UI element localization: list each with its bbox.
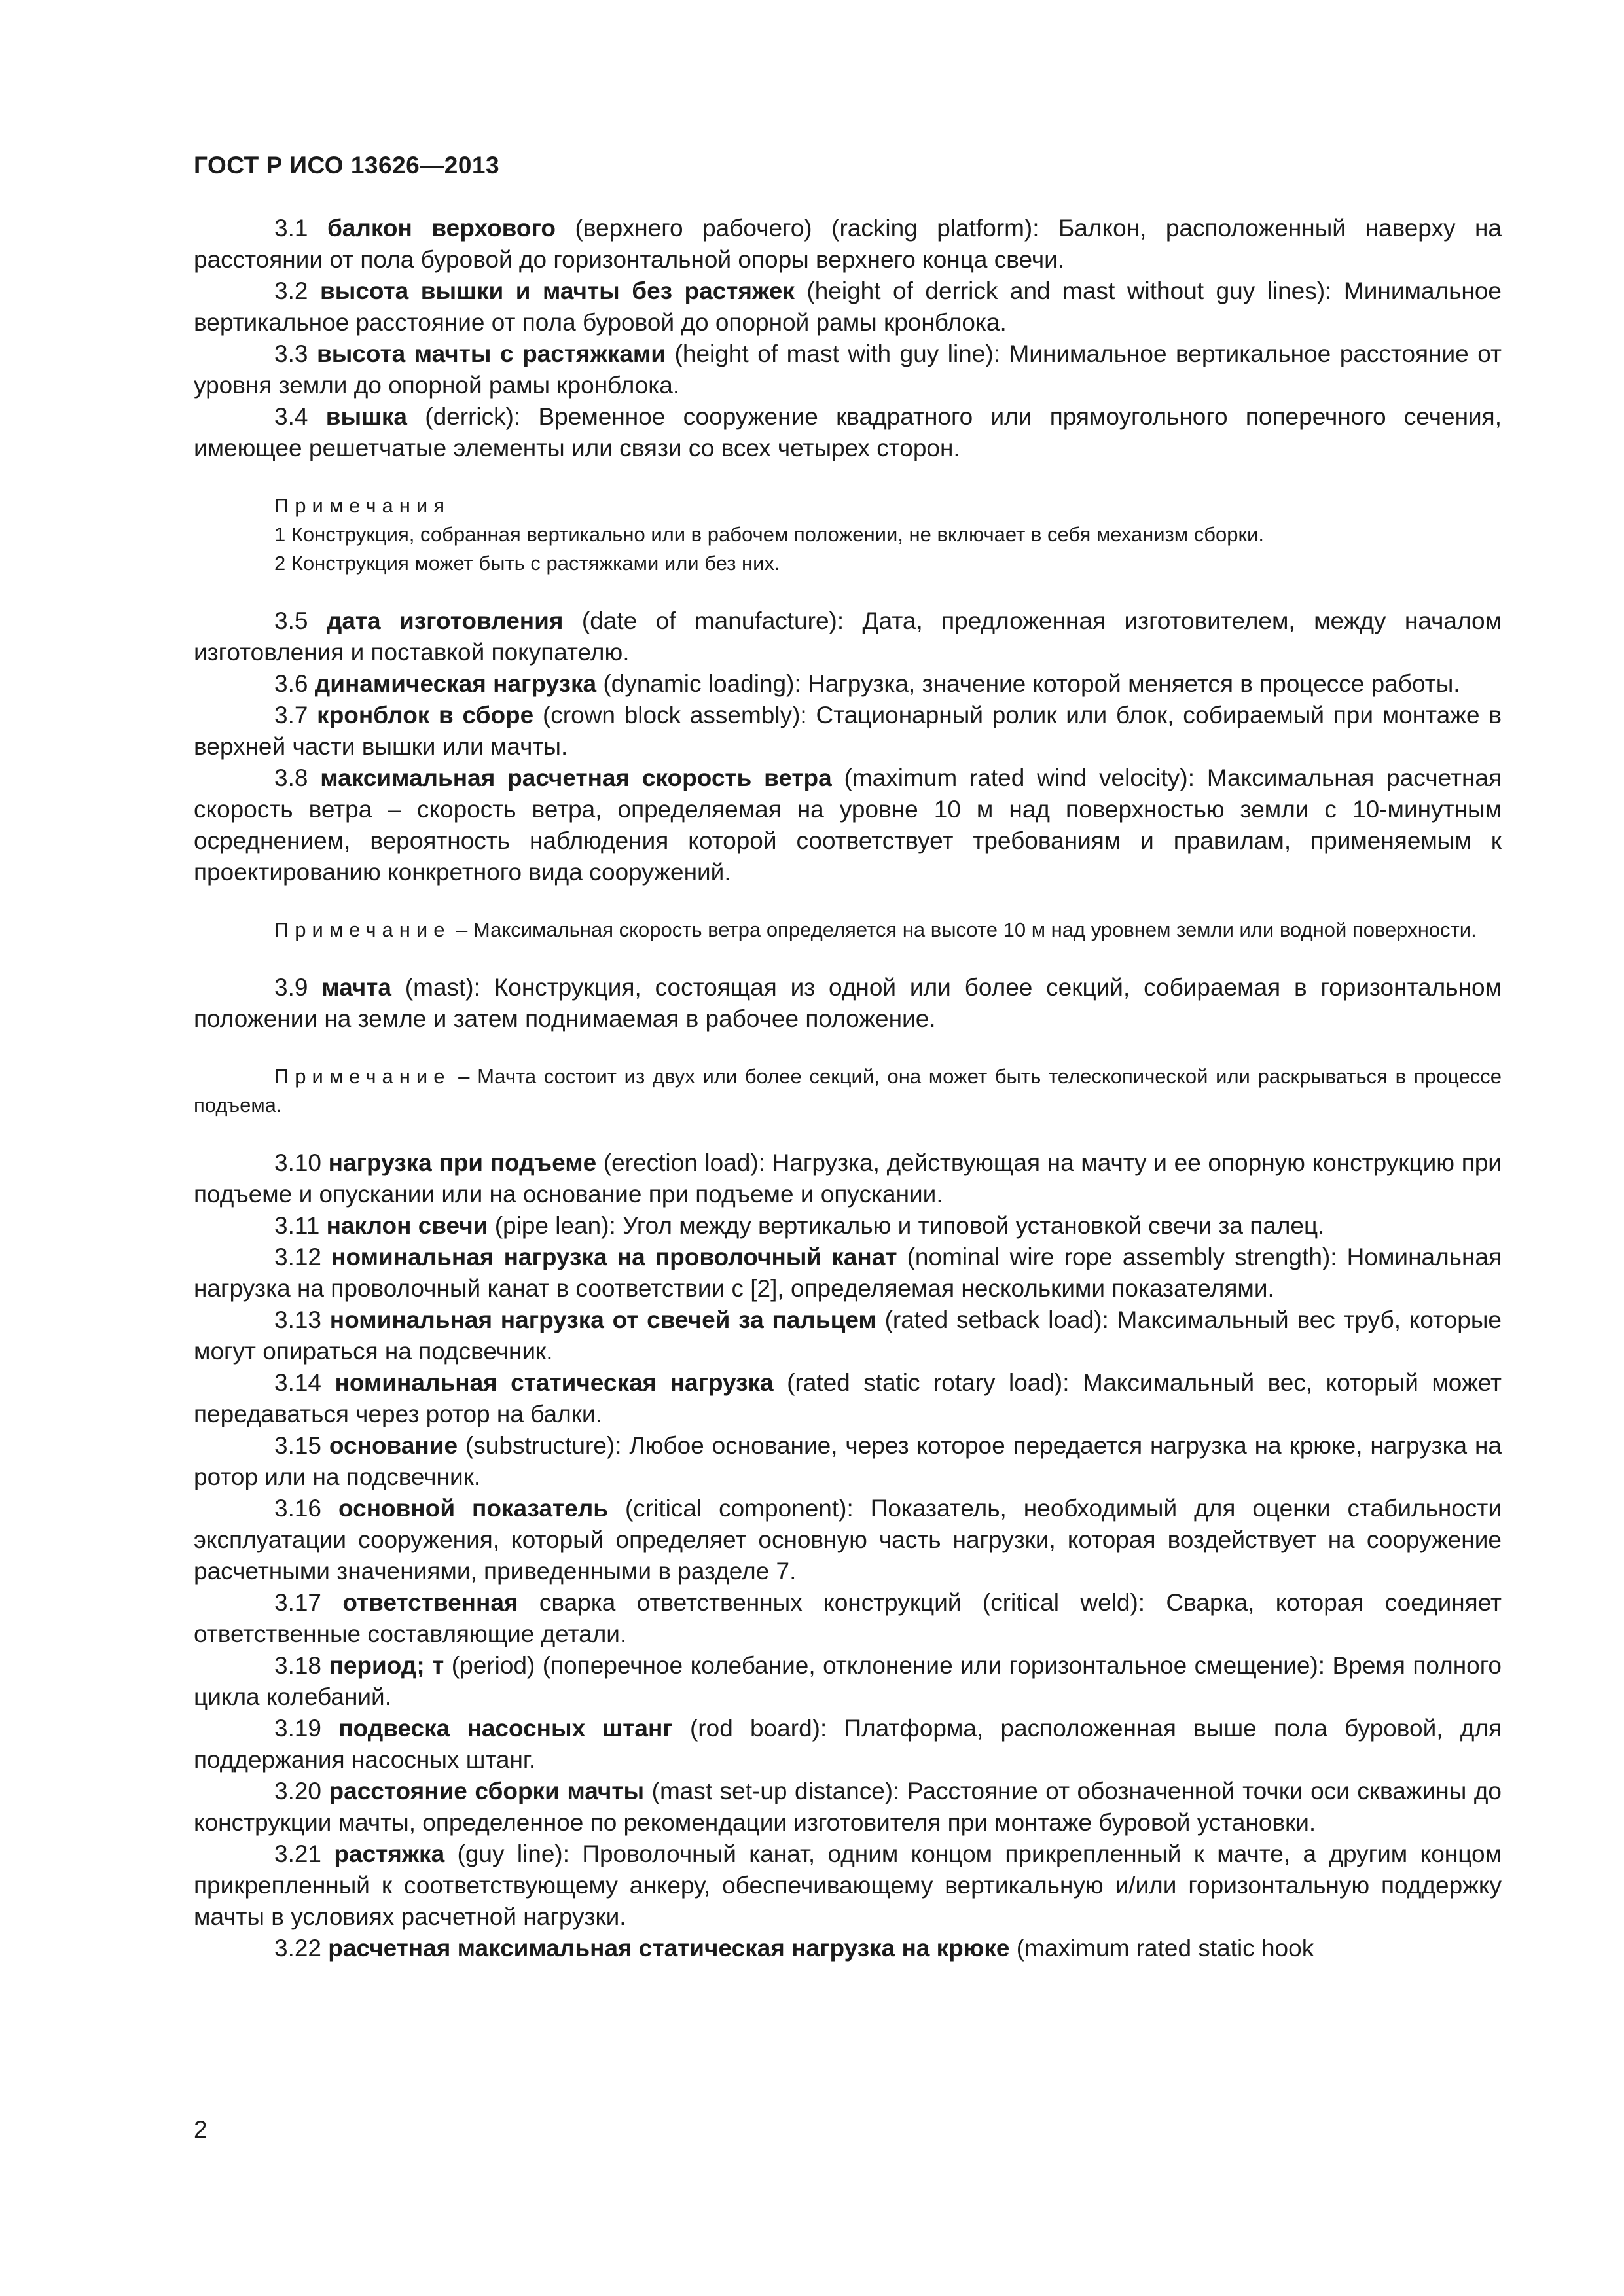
term: основной показатель [338,1495,608,1522]
term: номинальная нагрузка от свечей за пальцем [329,1306,876,1333]
definitions-group-4 [194,1147,1502,1964]
page-number: 2 [194,2116,208,2143]
definition-3-9: 3.9 мачта (mast): Конструкция, состоящая из одной или более секций, собираемая в горизонтальном положении на земле и затем поднимаемая в рабочее положение. [194,974,1502,1032]
term: период; т [329,1652,444,1679]
definition-3-12: 3.12 номинальная нагрузка на проволочный канат (nominal wire rope assembly strength): Номинальная нагрузка на проволочный канат в соответствии с [2], определяемая несколькими показателями. [194,1244,1502,1302]
definition-3-6: 3.6 динамическая нагрузка (dynamic loading): Нагрузка, значение которой меняется в процессе работы. [274,670,1460,697]
term: подвеска насосных штанг [338,1715,673,1742]
definition-3-18: 3.18 период; т (period) (поперечное колебание, отклонение или горизонтальное смещение): Время полного цикла колебаний. [194,1652,1502,1710]
note-label: Примечание [274,1065,451,1088]
term: высота мачты с растяжками [316,340,666,367]
term: максимальная расчетная скорость ветра [320,764,832,791]
term: номинальная статическая нагрузка [334,1369,774,1396]
note-item: 2 Конструкция может быть с растяжками или без них. [274,552,780,575]
definition-3-17: 3.17 ответственная сварка ответственных конструкций (critical weld): Сварка, которая соединяет ответственные составляющие детали. [194,1589,1502,1647]
definition-3-14: 3.14 номинальная статическая нагрузка (rated static rotary load): Максимальный вес, который может передаваться через ротор на балки. [194,1369,1502,1427]
definition-3-1: 3.1 балкон верхового (верхнего рабочего) (racking platform): Балкон, расположенный наверху на расстоянии от пола буровой до горизонтальной опоры верхнего конца свечи. [194,215,1502,273]
note-label: Примечание [274,918,451,941]
note-block-3: Примечание – Мачта состоит из двух или более секций, она может быть телескопической или раскрываться в процессе подъема. [194,1065,1502,1117]
term: дата изготовления [326,607,564,634]
term: расстояние сборки мачты [329,1778,645,1804]
term: ответственная [342,1589,518,1616]
note-item: 1 Конструкция, собранная вертикально или в рабочем положении, не включает в себя механизм сборки. [274,523,1264,546]
term: мачта [321,974,391,1001]
definition-3-7: 3.7 кронблок в сборе (crown block assembly): Стационарный ролик или блок, собираемый при монтаже в верхней части вышки или мачты. [194,702,1502,760]
definition-3-5: 3.5 дата изготовления (date of manufacture): Дата, предложенная изготовителем, между началом изготовления и поставкой покупателю. [194,607,1502,666]
term: кронблок в сборе [317,702,534,728]
term: динамическая нагрузка [314,670,597,697]
definition-3-20: 3.20 расстояние сборки мачты (mast set-up distance): Расстояние от обозначенной точки оси скважины до конструкции мачты, определенное по рекомендации изготовителя при монтаже буровой установки. [194,1778,1502,1836]
document-body [194,213,1502,1964]
document-header: ГОСТ Р ИСО 13626—2013 [194,152,500,179]
term: вышка [325,403,407,430]
definitions-group-1 [194,213,1502,464]
definitions-group-2 [194,605,1502,888]
note-block-2: Примечание – Максимальная скорость ветра определяется на высоте 10 м над уровнем земли или водной поверхности. [274,918,1477,941]
definition-3-16: 3.16 основной показатель (critical component): Показатель, необходимый для оценки стабильности эксплуатации сооружения, который определяет основную часть нагрузки, которая воздействует на сооружение расчетными значениями, приведенными в разделе 7. [194,1495,1502,1585]
definition-3-4: 3.4 вышка (derrick): Временное сооружение квадратного или прямоугольного поперечного сечения, имеющее решетчатые элементы или связи со всех четырех сторон. [194,403,1502,461]
term: балкон верхового [327,215,556,242]
definition-3-11: 3.11 наклон свечи (pipe lean): Угол между вертикалью и типовой установкой свечи за палец. [274,1212,1325,1239]
term: основание [329,1432,458,1459]
definition-3-13: 3.13 номинальная нагрузка от свечей за пальцем (rated setback load): Максимальный вес труб, которые могут опираться на подсвечник. [194,1306,1502,1365]
definition-3-2: 3.2 высота вышки и мачты без растяжек (height of derrick and mast without guy lines): Минимальное вертикальное расстояние от пола буровой до опорной рамы кронблока. [194,278,1502,336]
term: наклон свечи [326,1212,488,1239]
definition-3-19: 3.19 подвеска насосных штанг (rod board): Платформа, расположенная выше пола буровой, для поддержания насосных штанг. [194,1715,1502,1773]
definition-3-8: 3.8 максимальная расчетная скорость ветра (maximum rated wind velocity): Максимальная расчетная скорость ветра – скорость ветра, определяемая на уровне 10 м над поверхностью земли с 10-минутным осреднением, вероятность наблюдения которой соответствует требованиям и правилам, применяемым к проектированию конкретного вида сооружений. [194,764,1502,886]
definition-3-3: 3.3 высота мачты с растяжками (height of mast with guy line): Минимальное вертикальное расстояние от уровня земли до опорной рамы кронблока. [194,340,1502,399]
definition-3-15: 3.15 основание (substructure): Любое основание, через которое передается нагрузка на крюке, нагрузка на ротор или на подсвечник. [194,1432,1502,1490]
definition-3-22: 3.22 расчетная максимальная статическая нагрузка на крюке (maximum rated static hook [274,1935,1314,1962]
definition-3-21: 3.21 растяжка (guy line): Проволочный канат, одним концом прикрепленный к мачте, а другим концом прикрепленный к соответствующему анкеру, обеспечивающему вертикальную и/или горизонтальную поддержку мачты в условиях расчетной нагрузки. [194,1840,1502,1930]
note-label: Примечания [274,494,450,517]
term: нагрузка при подъеме [328,1149,597,1176]
term: высота вышки и мачты без растяжек [319,278,795,304]
note-block-1 [194,492,1502,578]
term: номинальная нагрузка на проволочный канат [331,1244,897,1270]
definition-3-10: 3.10 нагрузка при подъеме (erection load): Нагрузка, действующая на мачту и ее опорную конструкцию при подъеме и опускании или на основание при подъеме и опускании. [194,1149,1502,1208]
definitions-group-3 [194,972,1502,1035]
term: растяжка [334,1840,445,1867]
term: расчетная максимальная статическая нагрузка на крюке [328,1935,1010,1962]
